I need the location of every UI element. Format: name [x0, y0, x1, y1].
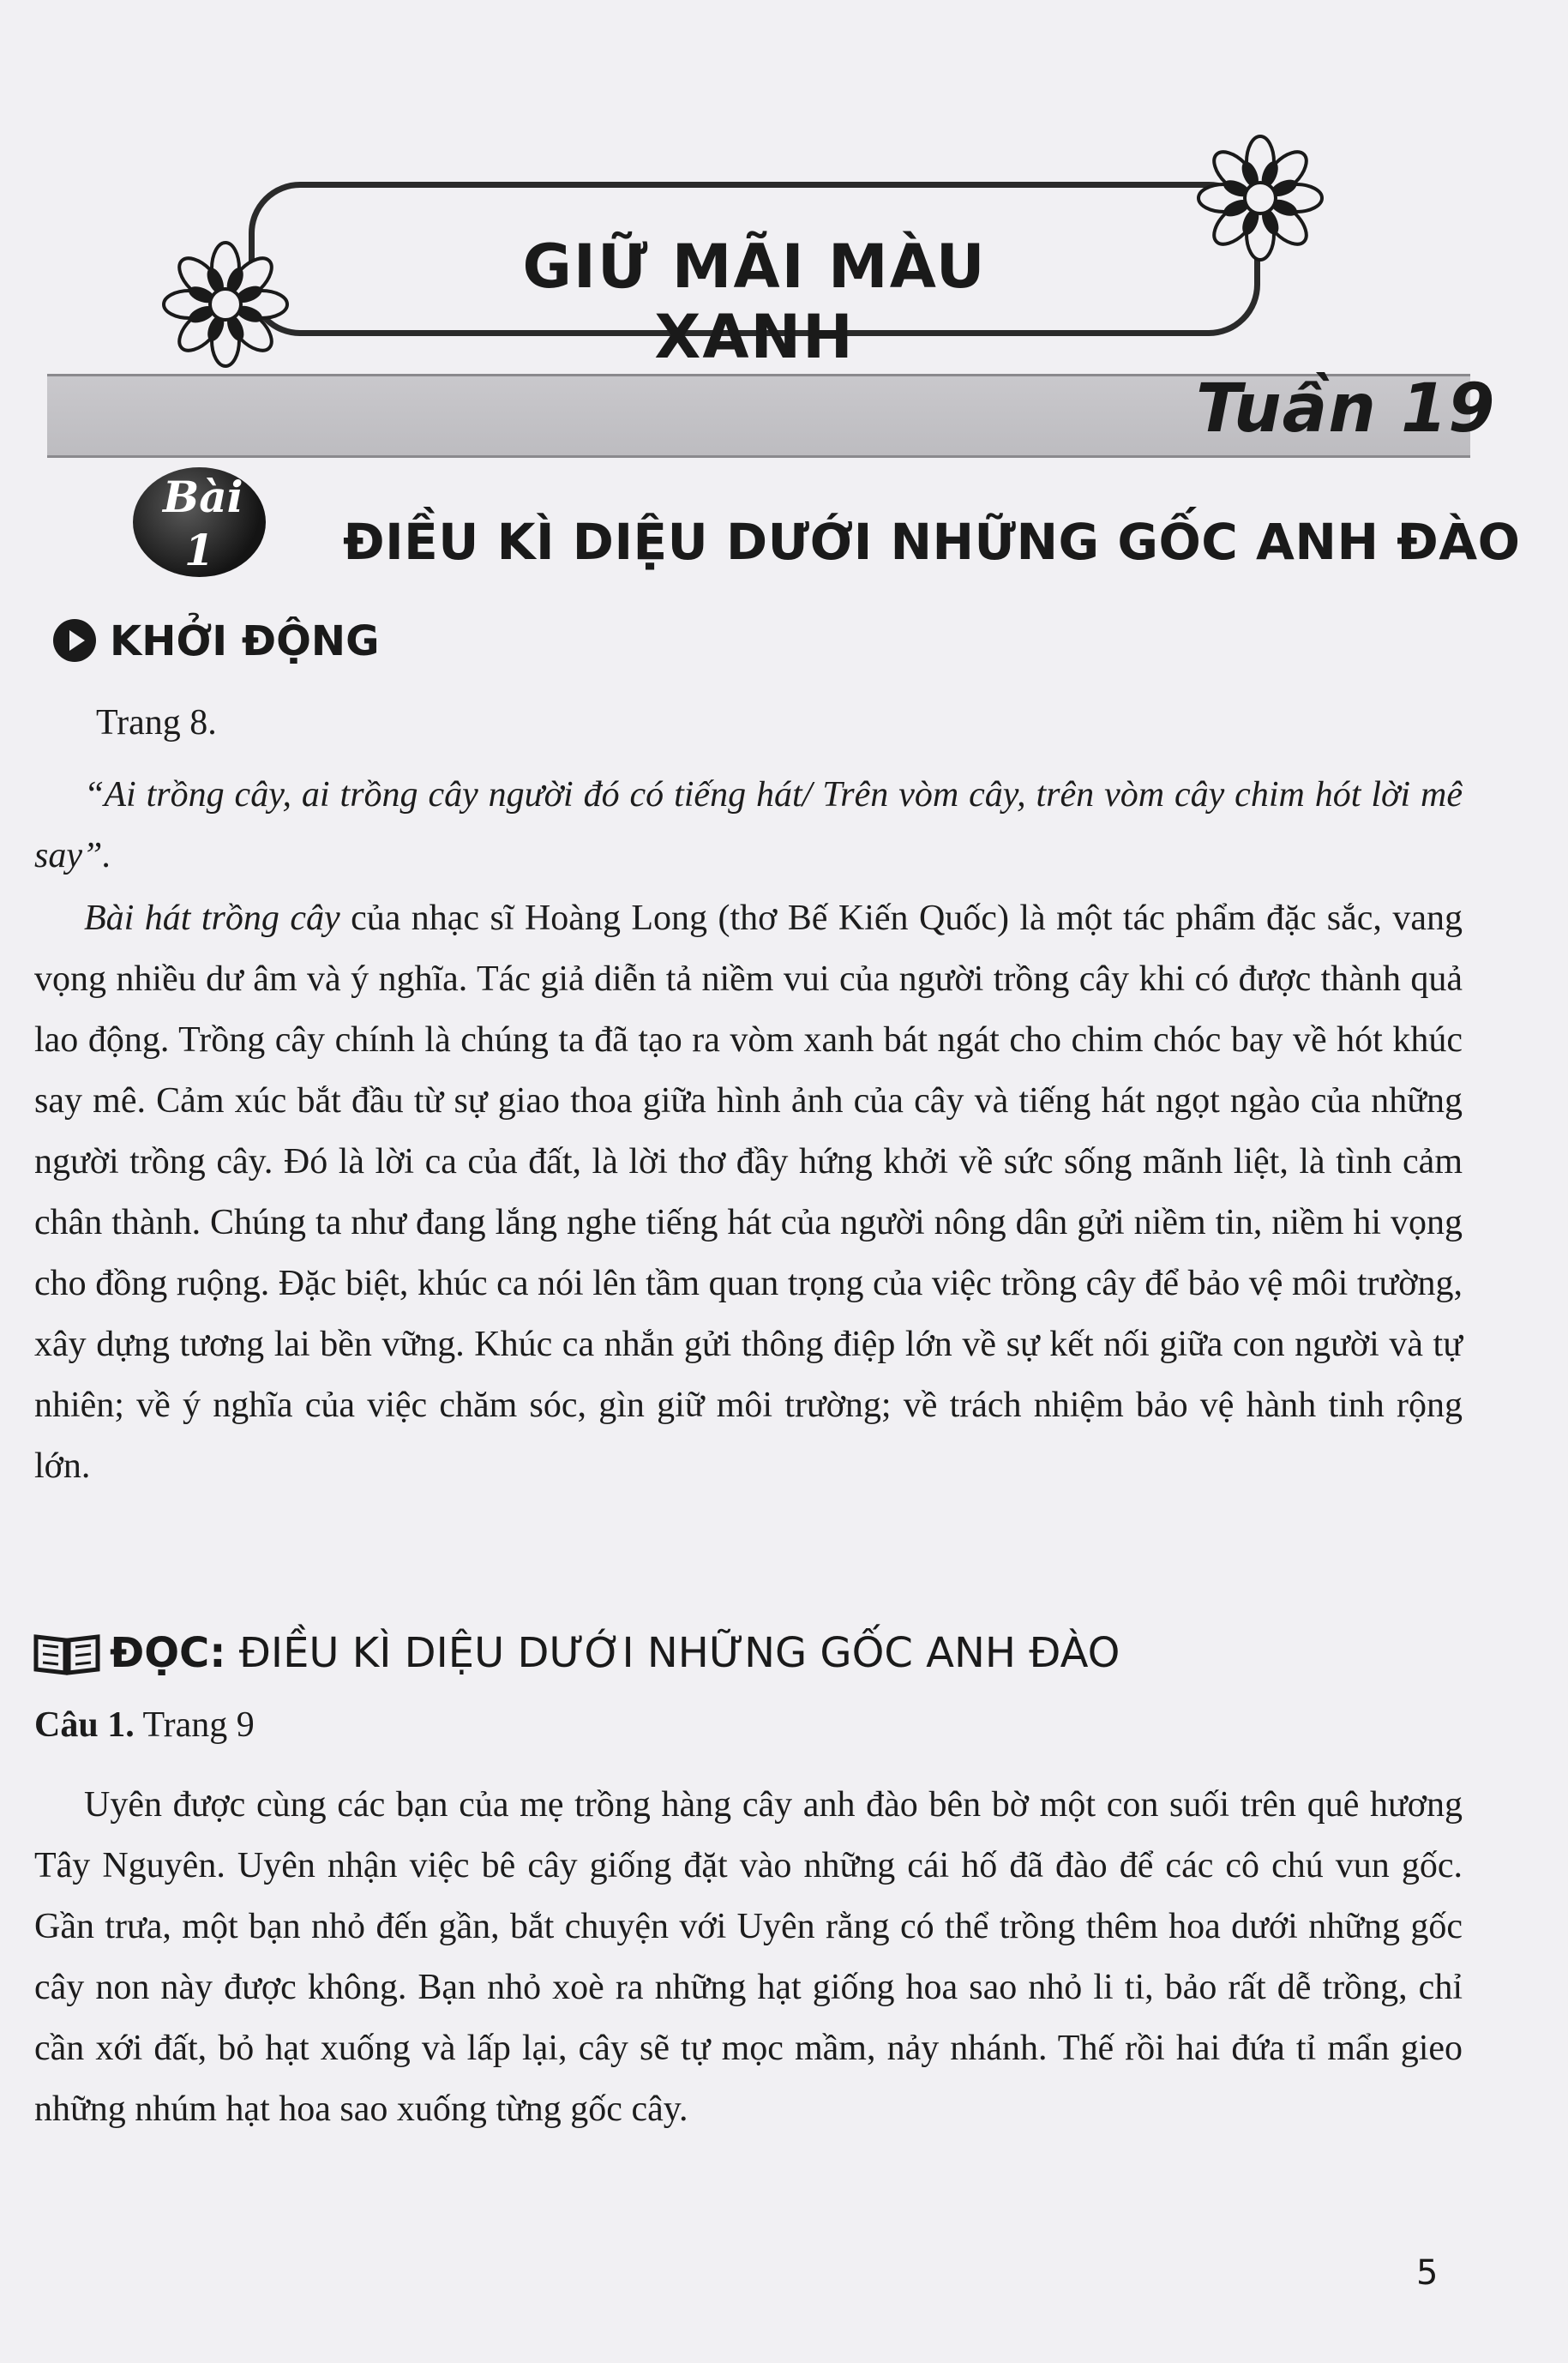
section-heading-reading-title: ĐIỀU KÌ DIỆU DƯỚI NHỮNG GỐC ANH ĐÀO	[225, 1629, 1120, 1677]
flower-ornament-icon	[1196, 134, 1325, 262]
section-heading-warmup	[110, 617, 379, 665]
lesson-title: ĐIỀU KÌ DIỆU DƯỚI NHỮNG GỐC ANH ĐÀO	[343, 513, 1521, 571]
play-circle-icon	[53, 619, 96, 662]
section-heading-warmup-text: KHỞI ĐỘNG	[110, 617, 380, 665]
warmup-paragraph-body: của nhạc sĩ Hoàng Long (thơ Bế Kiến Quốc) là một tác phẩm đặc sắc, vang vọng nhiều dư âm và ý nghĩa. Tác giả diễn tả niềm vui của người trồng cây khi có được thành quả lao động. Trồng cây chính là chúng ta đã tạo ra vòm xanh bát ngát cho chim chóc bay về hót khúc say mê. Cảm xúc bắt đầu từ sự giao thoa giữa hình ảnh của cây và tiếng hát ngọt ngào của những người trồng cây. Đó là lời ca của đất, là lời thơ đầy hứng khởi về sức sống mãnh liệt, là tình cảm chân thành. Chúng ta như đang lắng nghe tiếng hát của người nông dân gửi niềm tin, niềm hi vọng cho đồng ruộng. Đặc biệt, khúc ca nói lên tầm quan trọng của việc trồng cây để bảo vệ môi trường, xây dựng tương lai bền vững. Khúc ca nhắn gửi thông điệp lớn về sự kết nối giữa con người và tự nhiên; về ý nghĩa của việc chăm sóc, gìn giữ môi trường; về trách nhiệm bảo vệ hành tinh rộng lớn.	[34, 899, 1463, 1486]
flower-ornament-icon	[161, 240, 290, 369]
warmup-page-ref: Trang 8.	[96, 703, 217, 743]
week-label: Tuần 19	[1196, 370, 1496, 448]
section-heading-reading-label: ĐỌC:	[110, 1629, 226, 1677]
question-1-label: Câu 1.	[34, 1705, 135, 1745]
open-book-icon	[33, 1632, 101, 1676]
page-title: GIỮ MÃI MÀU XANH	[522, 231, 987, 372]
warmup-paragraph	[34, 888, 1463, 1497]
question-1-page: Trang 9	[134, 1705, 255, 1745]
lesson-badge-number: 1	[184, 525, 214, 575]
page-number: 5	[1416, 2253, 1439, 2293]
question-1	[34, 1705, 255, 1746]
section-heading-reading	[110, 1629, 1120, 1677]
warmup-quote: “Ai trồng cây, ai trồng cây người đó có tiếng hát/ Trên vòm cây, trên vòm cây chim hót lời mê say”.	[34, 775, 1463, 875]
song-title: Bài hát trồng cây	[84, 899, 340, 938]
lesson-badge-word: Bài	[163, 472, 243, 522]
question-1-answer: Uyên được cùng các bạn của mẹ trồng hàng cây anh đào bên bờ một con suối trên quê hương Tây Nguyên. Uyên nhận việc bê cây giống đặt vào những cái hố đã đào để các cô chú vun gốc. Gần trưa, một bạn nhỏ đến gần, bắt chuyện với Uyên rằng có thể trồng thêm hoa dưới những gốc cây non này được không. Bạn nhỏ xoè ra những hạt giống hoa sao nhỏ li ti, bảo rất dễ trồng, chỉ cần xới đất, bỏ hạt xuống và lấp lại, cây sẽ tự mọc mầm, nảy nhánh. Thế rồi hai đứa tỉ mẩn gieo những nhúm hạt hoa sao xuống từng gốc cây.	[34, 1785, 1463, 2129]
